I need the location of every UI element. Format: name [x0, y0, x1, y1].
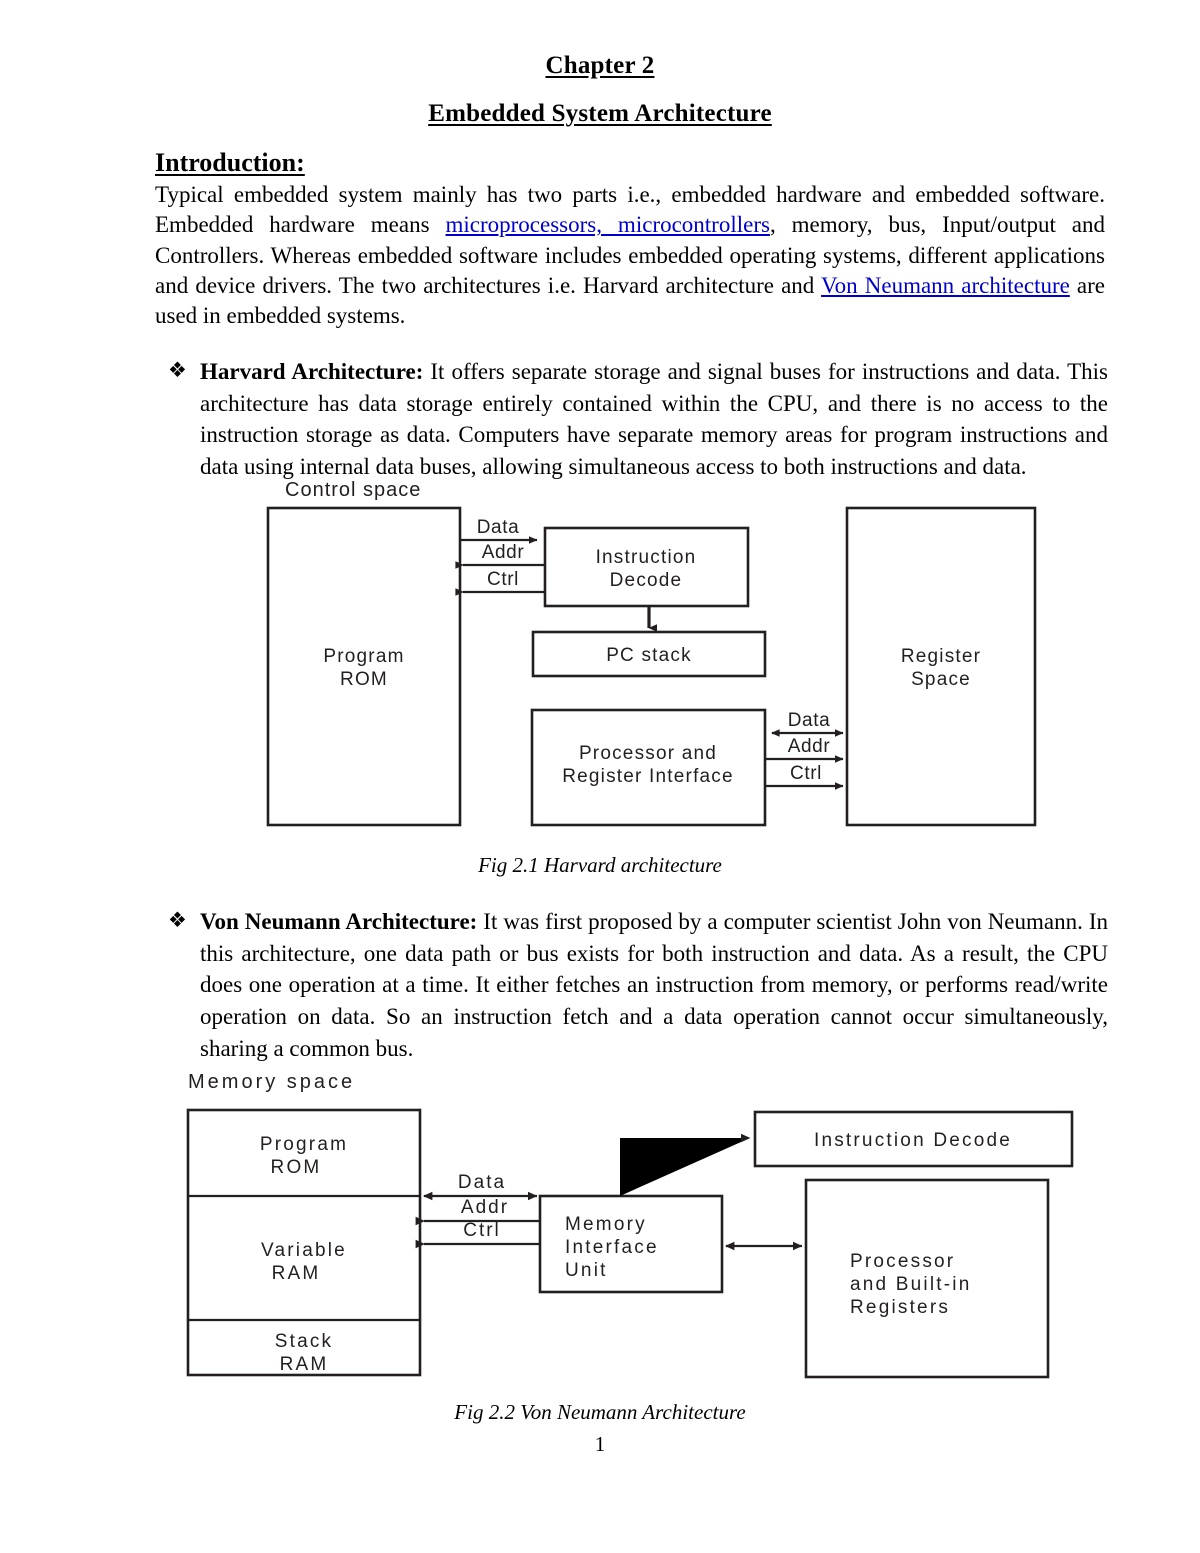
memory-space-label: Memory space: [188, 1071, 356, 1093]
figure-von-neumann-architecture: [0, 1062, 1200, 1392]
link-von-neumann-architecture[interactable]: Von Neumann architecture: [821, 273, 1070, 299]
chapter-title: [0, 52, 1200, 80]
register-space-label-line2: Space: [911, 669, 971, 690]
figure2-caption: [0, 1400, 1200, 1425]
program-rom-label-line1: Program: [323, 646, 405, 667]
bus-label-addr-right: Addr: [787, 736, 831, 757]
vn-stack-ram-label-line1: Stack: [274, 1331, 334, 1352]
vn-variable-ram-label-line2: RAM: [271, 1263, 321, 1284]
bullet-marker-icon: ❖: [168, 358, 187, 382]
bullet-marker-icon-2: ❖: [168, 908, 187, 932]
vn-processor-label-line1: Processor: [850, 1251, 956, 1272]
vn-variable-ram-label-line1: Variable: [261, 1240, 347, 1261]
figure-harvard-architecture: [0, 478, 1200, 838]
bullet-von-neumann-body: [200, 906, 1108, 1065]
pc-stack-label: PC stack: [606, 645, 692, 666]
page-number-text: 1: [594, 1432, 606, 1456]
instruction-decode-label-line1: Instruction: [595, 547, 697, 568]
memory-interface-label-line3: Unit: [565, 1260, 608, 1281]
memory-interface-label-line1: Memory: [565, 1214, 647, 1235]
bullet-von-neumann-term: Von Neumann Architecture:: [200, 909, 478, 934]
intro-text-part-2: , memory, bus, Input/output and Controllers. Whereas embedded software includes embedded operating systems, different applications and device drivers. The two architectures i.e. Harvard architecture and: [155, 212, 1105, 299]
figure2-caption-text: Fig 2.2 Von Neumann Architecture: [454, 1400, 746, 1424]
vn-stack-ram-label-line2: RAM: [279, 1354, 329, 1375]
bullet-harvard-text: It offers separate storage and signal buses for instructions and data. This architecture has data storage entirely contained within the CPU, and there is no access to the instruction storage as data. Computers have separate memory areas for program instructions and data using internal data buses, allowing simultaneous access to both instructions and data.: [200, 359, 1109, 480]
vn-program-rom-label-line1: Program: [259, 1134, 349, 1155]
introduction-paragraph: [155, 180, 1105, 332]
document-title: [0, 100, 1200, 128]
vn-program-rom-label-line2: ROM: [270, 1157, 322, 1178]
program-rom-label-line2: ROM: [340, 669, 388, 690]
arrow-miu-to-instruction-decode: [620, 1138, 750, 1196]
harvard-architecture-svg: [0, 478, 1200, 838]
bullet-von-neumann-architecture: [168, 906, 1108, 1065]
vn-bus-label-ctrl: Ctrl: [463, 1220, 501, 1241]
bus-label-addr-left: Addr: [481, 542, 525, 563]
bullet-harvard-term: Harvard Architecture:: [200, 359, 424, 384]
bus-label-ctrl-left: Ctrl: [487, 569, 519, 590]
processor-register-label-line2: Register Interface: [562, 766, 734, 787]
intro-text-part-3: are used in embedded systems.: [155, 273, 1106, 329]
bullet-harvard-architecture: [168, 356, 1108, 483]
register-space-label-line1: Register: [900, 646, 982, 667]
instruction-decode-label-line2: Decode: [609, 570, 683, 591]
processor-register-label-line1: Processor and: [578, 743, 718, 764]
link-microprocessors[interactable]: microprocessors, microcontrollers: [445, 212, 770, 238]
bullet-harvard-body: [200, 356, 1108, 483]
vn-bus-label-data: Data: [457, 1172, 507, 1193]
chapter-title-text: Chapter 2: [545, 52, 655, 79]
bus-label-data-left: Data: [476, 517, 520, 538]
page-number: [0, 1432, 1200, 1457]
vn-processor-label-line3: Registers: [850, 1297, 951, 1318]
vn-instruction-decode-label: Instruction Decode: [813, 1130, 1013, 1151]
document-title-text: Embedded System Architecture: [428, 100, 772, 127]
bullet-von-neumann-text: It was first proposed by a computer scientist John von Neumann. In this architecture, one data path or bus exists for both instruction and data. As a result, the CPU does one operation at a time. It either fetches an instruction from memory, or performs read/write operation on data. So an instruction fetch and a data operation cannot occur simultaneously, sharing a common bus.: [200, 909, 1108, 1061]
bus-label-data-right: Data: [787, 710, 831, 731]
bus-label-ctrl-right: Ctrl: [790, 763, 822, 784]
introduction-heading: [155, 148, 1115, 178]
introduction-heading-text: Introduction:: [155, 148, 305, 177]
figure1-caption: [0, 853, 1200, 878]
intro-text-part-1: Typical embedded system mainly has two parts i.e., embedded hardware and embedded software. Embedded hardware means: [155, 182, 1105, 238]
von-neumann-architecture-svg: [0, 1062, 1200, 1392]
figure1-caption-text: Fig 2.1 Harvard architecture: [478, 853, 722, 877]
vn-processor-label-line2: and Built-in: [850, 1274, 972, 1295]
vn-bus-label-addr: Addr: [460, 1197, 510, 1218]
memory-interface-label-line2: Interface: [565, 1237, 659, 1258]
control-space-label: Control space: [285, 479, 422, 501]
